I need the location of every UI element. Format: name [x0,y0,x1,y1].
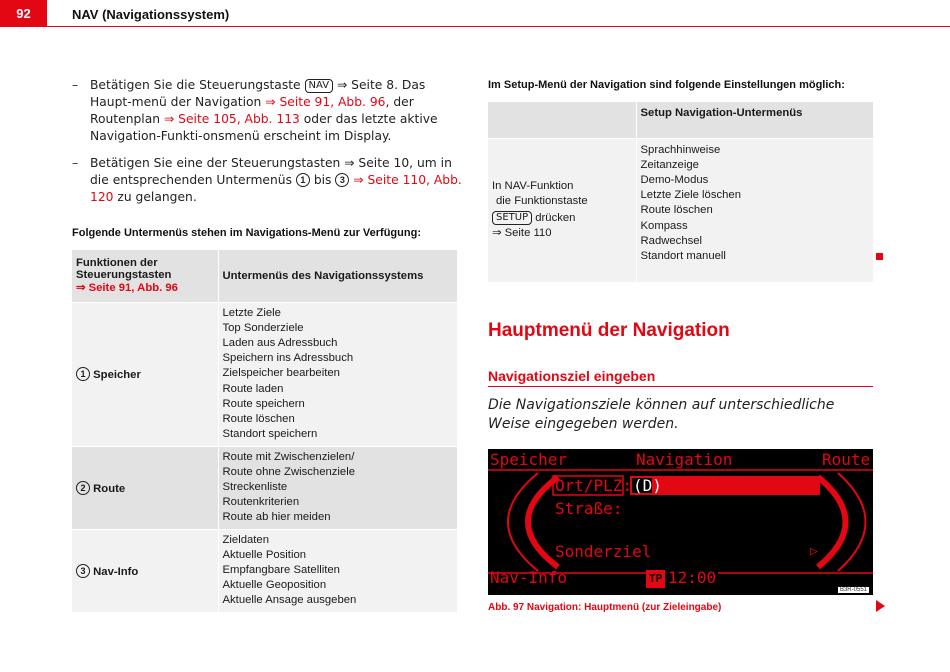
list-item: Route laden [222,382,284,395]
display-title: Navigation [636,450,733,469]
display-strasse-label: Straße: [555,499,623,518]
table-row [72,302,457,446]
list-item: Empfangbare Satelliten [222,563,340,576]
row-items-cell [218,302,457,446]
page-header-title: NAV (Navigationssystem) [72,7,230,22]
setup-table [488,102,873,282]
table-header-cell: Setup Navigation-Untermenüs [636,102,873,138]
row-items-cell [218,529,457,612]
list-item: Letzte Ziele löschen [640,189,741,202]
row-label-cell [72,446,218,529]
list-item: Zeitanzeige [640,158,699,171]
list-item: Aktuelle Ansage ausgeben [222,594,357,607]
row-label: Route [93,482,126,495]
nav-key-icon: NAV [305,79,334,93]
list-item: Routenkriterien [222,496,300,509]
figure-caption: Abb. 97 Navigation: Hauptmenü (zur Zieleingabe) [488,602,722,613]
row-label-cell [72,302,218,446]
cell-text: die Funktionstaste [496,195,588,208]
display-clock: 12:00 [668,568,717,587]
list-item: Letzte Ziele [222,306,281,319]
row-label: Nav-Info [93,565,139,578]
list-item: Aktuelle Position [222,548,307,561]
list-item: Standort speichern [222,428,318,441]
list-item: Sprachhinweise [640,143,721,156]
display-ort-plz-label: Ort/PLZ: [555,476,633,495]
text-run: Betätigen Sie eine der Steuerungstasten ⇒ Seite 10, um in die entsprechenden Untermenüs [90,156,452,187]
number-1-icon: 1 [76,367,90,381]
header-text: Funktionen der [76,257,158,270]
cell-text: drücken [532,212,576,225]
page-link[interactable]: ⇒ Seite 91, Abb. 96 [76,282,178,295]
heading-rule [488,386,873,387]
submenu-lead: Folgende Untermenüs stehen im Navigations-Menü zur Verfügung: [72,227,421,239]
table-row [488,138,873,282]
table-row [72,529,457,612]
list-item: Speichern ins Adressbuch [222,352,354,365]
display-sonderziel-label: Sonderziel [555,542,652,561]
list-item: Kompass [640,219,688,232]
page-number: 92 [0,0,47,27]
display-nav-info-label: Nav-Info [490,568,568,587]
list-item: Zieldaten [222,533,269,546]
nav-submenu-table [72,250,457,612]
arrow-right-icon: ▷ [810,544,818,559]
setup-lead: Im Setup-Menü der Navigation sind folgende Einstellungen möglich: [488,79,845,91]
row-label: Speicher [93,369,141,381]
text-run: ⇒ Seite 8. Das Haupt-menü der Navigation [90,78,426,109]
table-row [72,446,457,529]
display-ort-plz-value: (D) [633,476,662,495]
list-item: Standort manuell [640,249,726,262]
list-item: Streckenliste [222,480,288,493]
text-run: zu gelangen. [113,190,197,204]
main-heading: Hauptmenü der Navigation [488,320,730,341]
cell-text: In NAV-Funktion [492,179,574,192]
section-end-marker [876,253,883,260]
bullet-dash: – [72,78,79,92]
list-item: Zielspeicher bearbeiten [222,367,340,380]
setup-items-cell [636,138,873,282]
table-header-row [72,250,457,302]
row-items-cell [218,446,457,529]
list-item: Demo-Modus [640,173,709,186]
list-item: Radwechsel [640,234,703,247]
list-item: Aktuelle Geoposition [222,579,327,592]
text-run: oder das letzte aktive Navigation-Funkti-onsmenü erscheint im Display. [90,112,438,143]
bullet-dash: – [72,156,79,170]
header-text: Steuerungstasten [76,269,172,282]
list-item: Route ab hier meiden [222,511,331,524]
list-item: Route löschen [640,204,713,217]
bullet-text [90,77,462,145]
table-header-cell [488,102,636,138]
display-speicher-label: Speicher [490,450,568,469]
table-header-row [488,102,873,138]
instruction-bullet-1 [72,77,462,145]
setup-key-icon: SETUP [492,211,532,225]
number-2-icon: 2 [76,481,90,495]
text-run: bis [309,173,336,187]
row-label-cell [72,529,218,612]
table-header-cell: Untermenüs des Navigationssystems [218,250,457,302]
next-page-arrow-icon [876,600,885,612]
sub-heading: Navigationsziel eingeben [488,368,656,384]
instruction-bullet-2 [72,155,462,206]
nav-display-image [488,449,873,595]
list-item: Laden aus Adressbuch [222,336,338,349]
text-run: , der Routenplan [90,95,414,126]
list-item: Route mit Zwischenzielen/ [222,450,355,463]
cell-text: ⇒ Seite 110 [492,227,552,240]
list-item: Top Sonderziele [222,321,304,334]
display-route-label: Route [822,450,871,469]
intro-text: Die Navigationsziele können auf unterschiedliche Weise eingegeben werden. [488,397,835,432]
setup-instruction-cell [488,138,636,282]
page-link[interactable]: ⇒ Seite 105, Abb. 113 [163,112,300,126]
list-item: Route speichern [222,397,305,410]
table-header-cell [72,250,218,302]
page-link[interactable]: ⇒ Seite 110, Abb. 120 [90,173,462,204]
text-run: Betätigen Sie die Steuerungstaste [90,78,305,92]
image-code-badge: B3R-0551 [839,587,867,593]
tp-icon: TP [646,570,665,588]
list-item: Route löschen [222,413,295,425]
page-link[interactable]: ⇒ Seite 91, Abb. 96 [265,95,386,109]
header-rule [47,26,950,27]
number-3-icon: 3 [335,173,349,187]
list-item: Route ohne Zwischenziele [222,465,356,478]
cell-text [492,211,632,226]
bullet-text [90,155,462,206]
number-1-icon: 1 [296,173,310,187]
number-3-icon: 3 [76,564,90,578]
